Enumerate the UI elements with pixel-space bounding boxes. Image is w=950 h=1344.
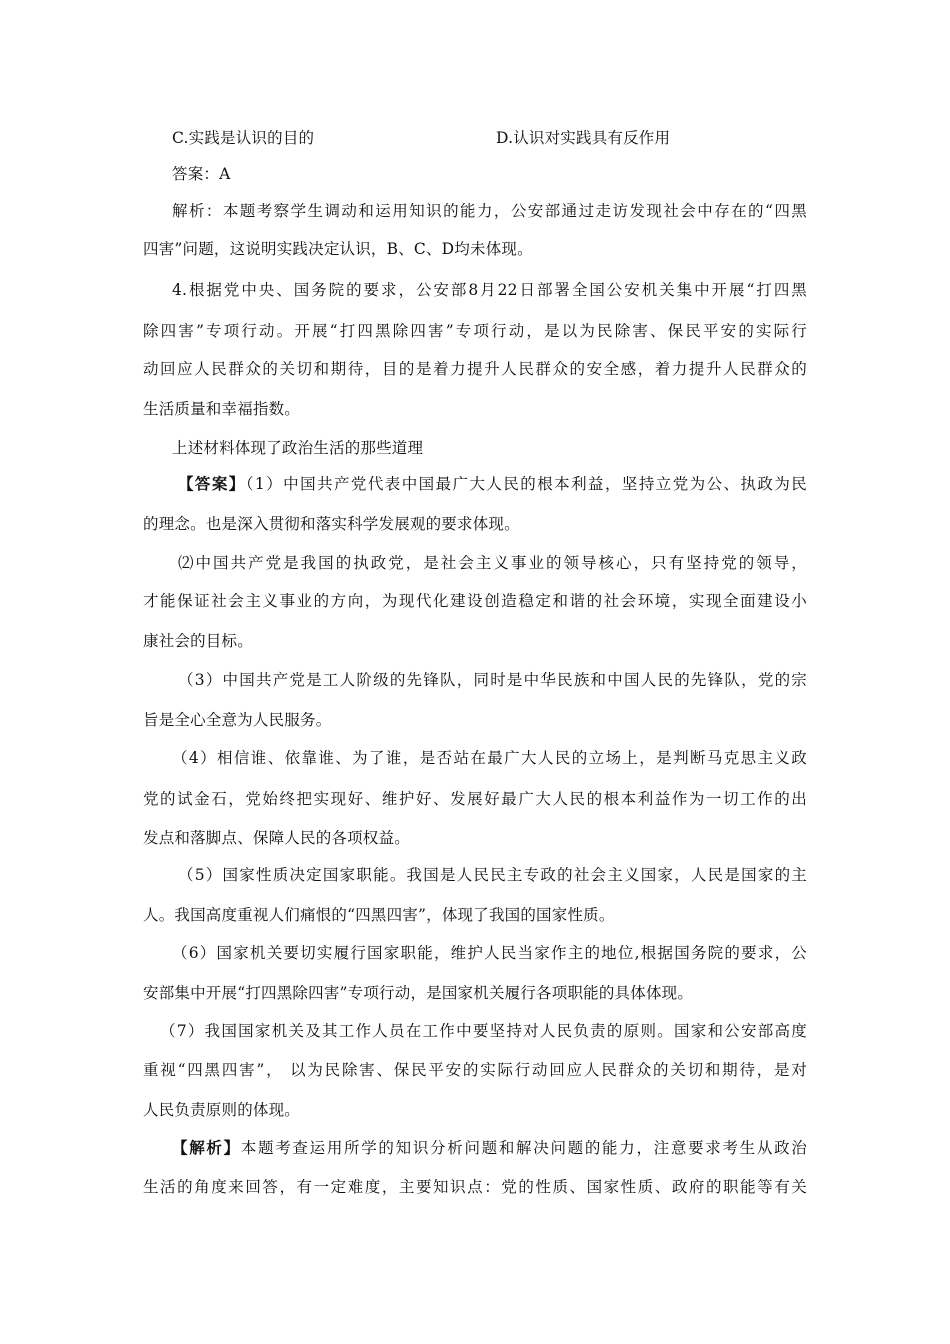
answer-label: 【答案】 (178, 474, 246, 493)
question-4-line-2: 除四害”专项行动。开展“打四黑除四害”专项行动，是以为民除害、保民平安的实际行 (143, 322, 807, 340)
answer-4-p4-line-2: 党的试金石，党始终把实现好、维护好、发展好最广大人民的根本利益作为一切工作的出 (143, 790, 807, 808)
answer-4-p7-line-1: （7）我国国家机关及其工作人员在工作中要坚持对人民负责的原则。国家和公安部高度 (160, 1022, 807, 1040)
analysis-3-line-1: 解析：本题考察学生调动和运用知识的能力，公安部通过走访发现社会中存在的“四黑 (172, 202, 807, 220)
analysis-label: 【解析】 (172, 1138, 241, 1157)
question-4-prompt: 上述材料体现了政治生活的那些道理 (172, 439, 424, 457)
answer-4-p5-line-1: （5）国家性质决定国家职能。我国是人民民主专政的社会主义国家，人民是国家的主 (178, 866, 807, 884)
answer-4-p1-text: （1）中国共产党代表中国最广大人民的根本利益，坚持立党为公、执政为民 (245, 475, 807, 493)
answer-line: 答案：A (172, 165, 231, 183)
answer-4-p5-line-2: 人。我国高度重视人们痛恨的“四黑四害”，体现了我国的国家性质。 (143, 906, 615, 924)
answer-4-p3-line-2: 旨是全心全意为人民服务。 (143, 711, 332, 729)
answer-4-p1-line-2: 的理念。也是深入贯彻和落实科学发展观的要求体现。 (143, 515, 520, 533)
answer-4-p4-line-1: （4）相信谁、依靠谁、为了谁，是否站在最广大人民的立场上，是判断马克思主义政 (172, 749, 807, 767)
question-4-line-4: 生活质量和幸福指数。 (143, 400, 301, 418)
analysis-3-line-2: 四害”问题，这说明实践决定认识，B、C、D均未体现。 (143, 240, 533, 258)
analysis-4-line-2: 生活的角度来回答，有一定难度，主要知识点：党的性质、国家性质、政府的职能等有关 (143, 1178, 807, 1196)
analysis-4-text: 本题考查运用所学的知识分析问题和解决问题的能力，注意要求考生从政治 (240, 1139, 807, 1157)
answer-4-p6-line-2: 安部集中开展“打四黑除四害”专项行动，是国家机关履行各项职能的具体体现。 (143, 984, 694, 1002)
option-d: D.认识对实践具有反作用 (496, 129, 671, 147)
answer-4-p6-line-1: （6）国家机关要切实履行国家职能，维护人民当家作主的地位,根据国务院的要求，公 (172, 944, 807, 962)
answer-4-p2-line-1: ⑵中国共产党是我国的执政党，是社会主义事业的领导核心，只有坚持党的领导， (178, 554, 807, 572)
answer-4-p4-line-3: 发点和落脚点、保障人民的各项权益。 (143, 829, 410, 847)
answer-4-p3-line-1: （3）中国共产党是工人阶级的先锋队，同时是中华民族和中国人民的先锋队，党的宗 (178, 671, 807, 689)
analysis-4-line-1 (172, 1137, 807, 1159)
question-4-line-1: 4.根据党中央、国务院的要求，公安部8月22日部署全国公安机关集中开展“打四黑 (172, 281, 807, 299)
answer-4-p2-line-3: 康社会的目标。 (143, 632, 253, 650)
answer-4-p7-line-2: 重视“四黑四害”， 以为民除害、保民平安的实际行动回应人民群众的关切和期待，是对 (143, 1061, 807, 1079)
answer-4-p2-line-2: 才能保证社会主义事业的方向，为现代化建设创造稳定和谐的社会环境，实现全面建设小 (143, 592, 807, 610)
option-c: C.实践是认识的目的 (172, 129, 315, 147)
answer-4-p1-line-1 (178, 473, 807, 495)
answer-4-p7-line-3: 人民负责原则的体现。 (143, 1101, 301, 1119)
question-4-line-3: 动回应人民群众的关切和期待，目的是着力提升人民群众的安全感，着力提升人民群众的 (143, 360, 807, 378)
